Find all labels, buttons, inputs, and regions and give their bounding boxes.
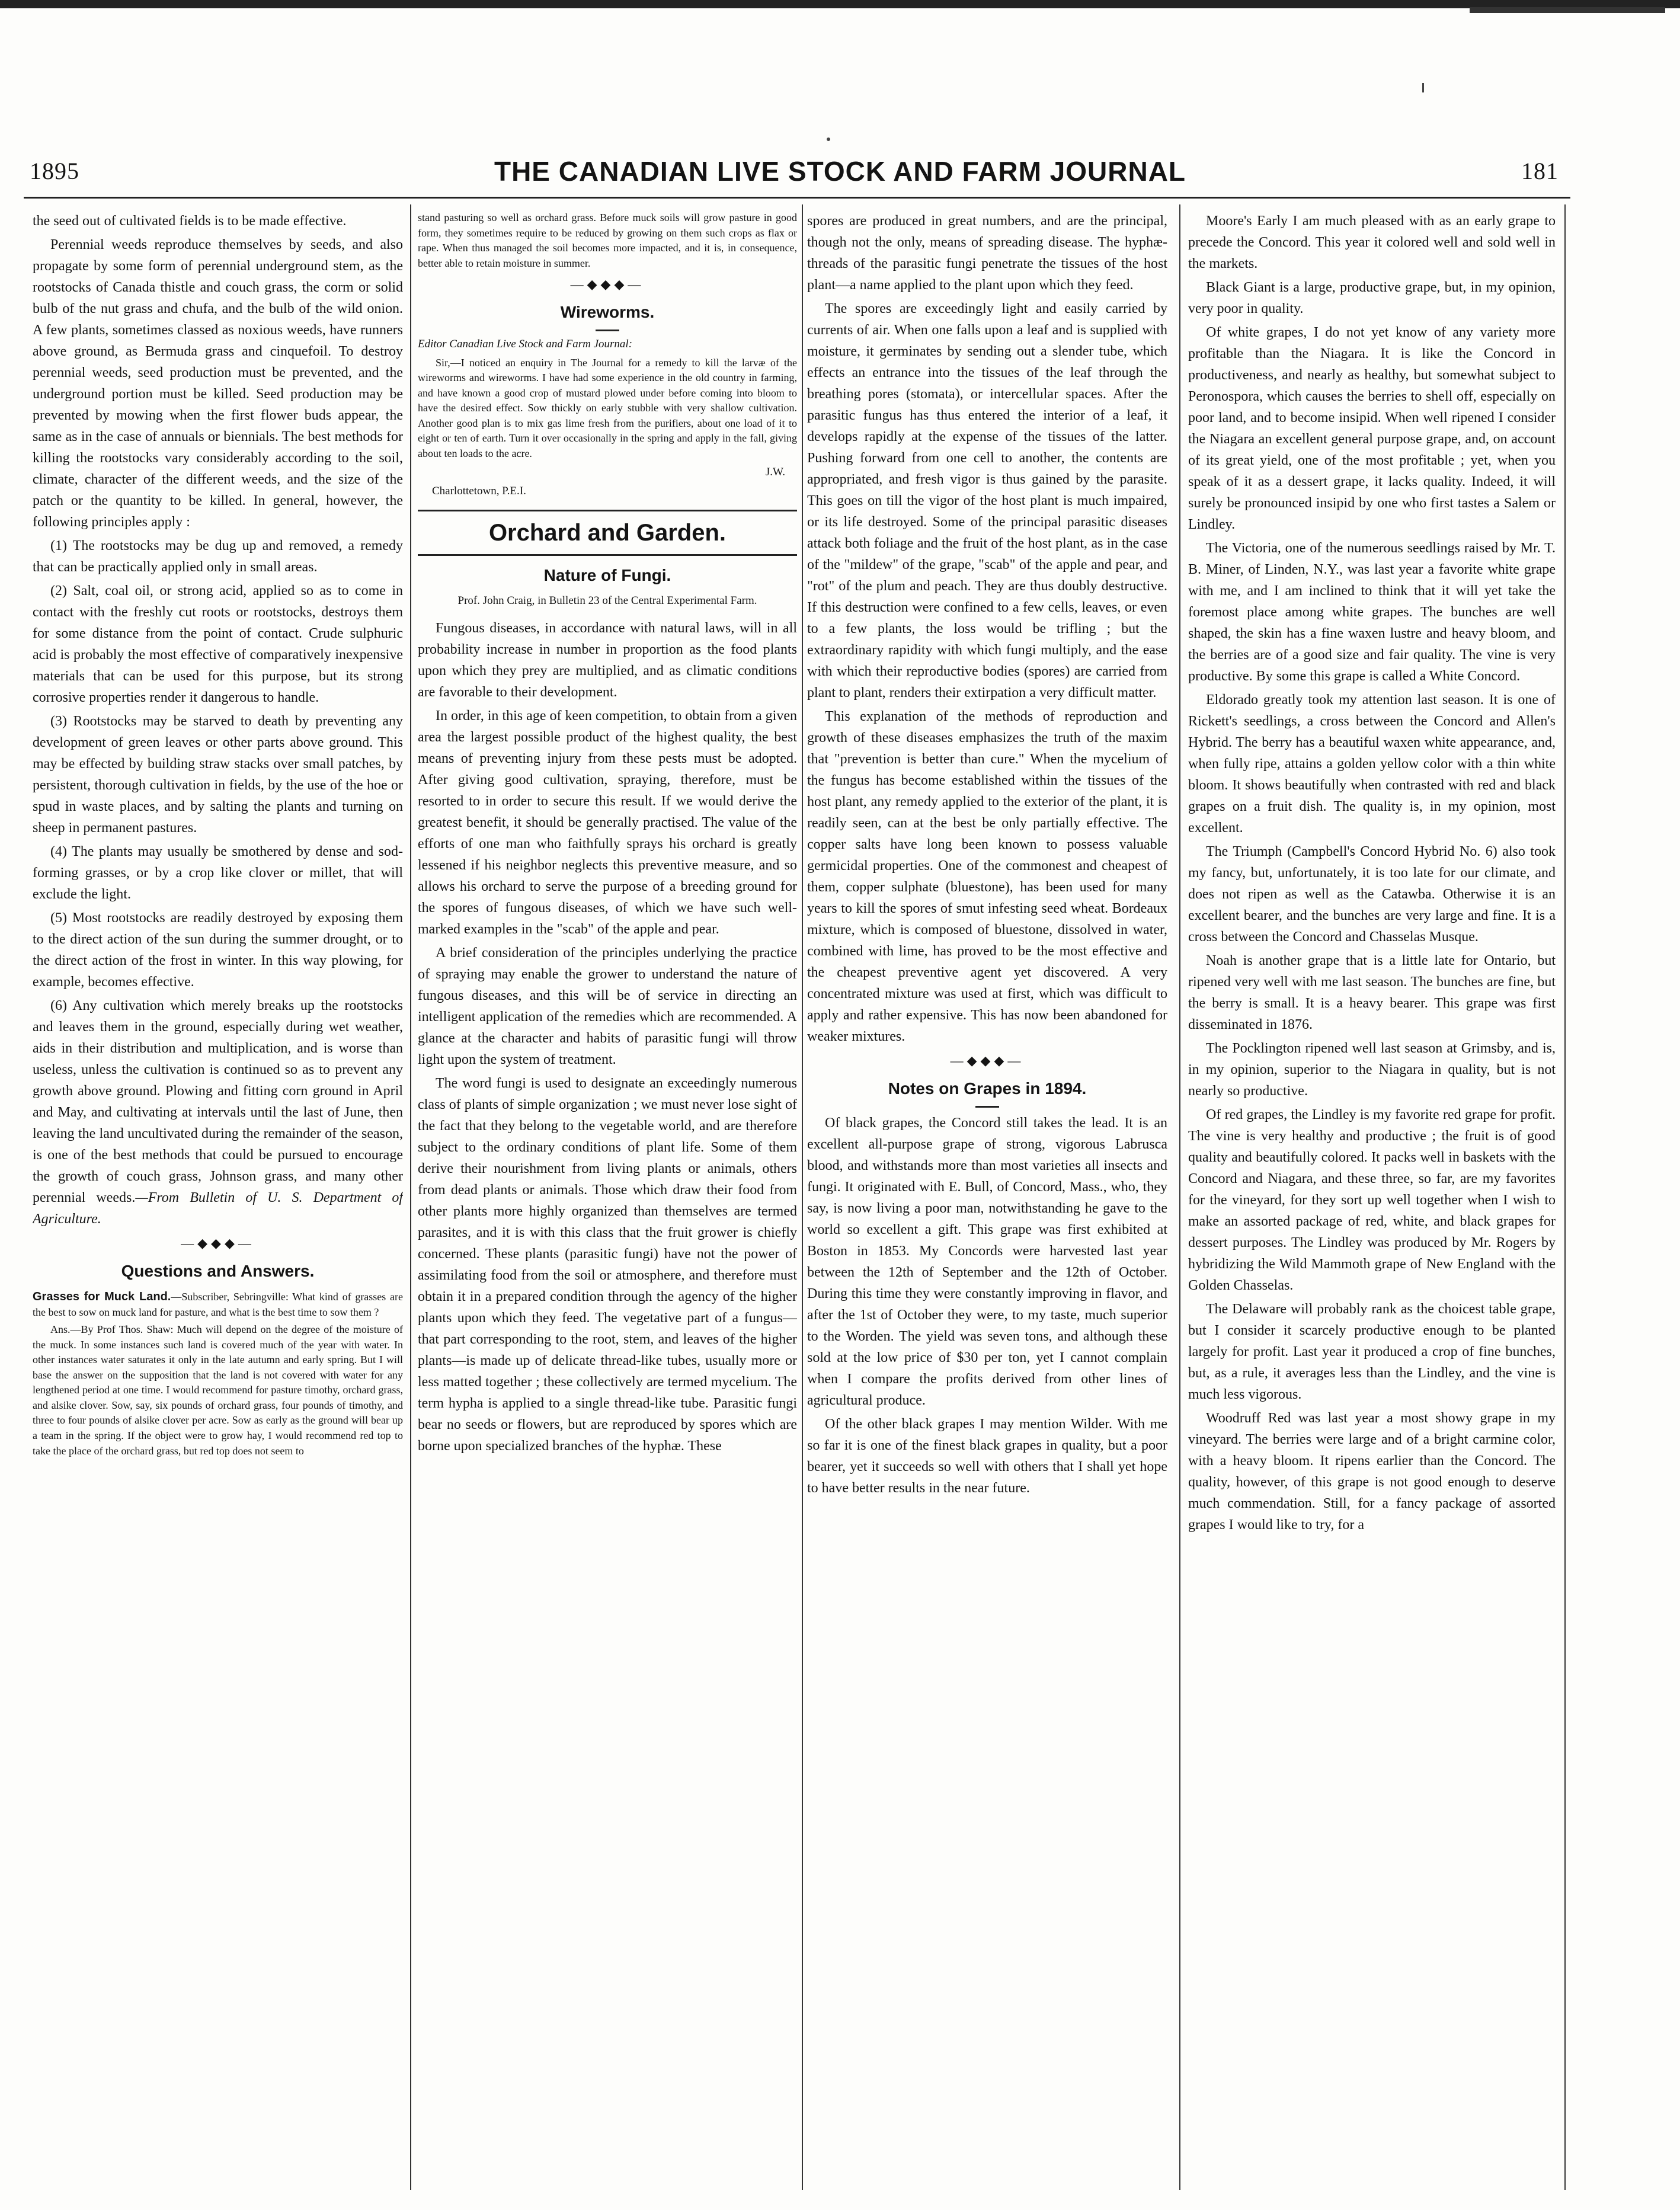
- question-title: Grasses for Muck Land.: [33, 1290, 171, 1303]
- paragraph: stand pasturing so well as orchard grass. Before muck soils will grow pasture in good form, they sometimes require to be reduced by growing on them such crops as flax or rape. When thus managed the soil becomes more impacted, and it is, in consequence, better able to retain moisture in summer.: [418, 212, 797, 269]
- letter-place: Charlottetown, P.E.I.: [432, 485, 526, 498]
- section-heading-wireworms: Wireworms.: [560, 303, 655, 322]
- paragraph: This explanation of the methods of reproduction and growth of these diseases emphasizes the truth of the maxim that "prevention is better than cure." When the mycelium of the fungus has become established within the tissues of the host plant, any remedy applied to the exterior of the plant, it is readily seen, can at the best be only partially effective. The copper salts have long been known to possess valuable germicidal properties. One of the commonest and cheapest of them, copper sulphate (bluestone), has been used for many years to kill the spores of smut infesting seed wheat. Bordeaux mixture, which is composed of bluestone, dissolved in water, combined with lime, has proved to be the most effective and the cheapest preventive agent yet discovered. A very concentrated mixture was used at first, which was difficult to apply and rather expensive. This has now been abandoned for weaker mixtures.: [807, 709, 1167, 1044]
- print-speck: [827, 137, 830, 141]
- byline: Prof. John Craig, in Bulletin 23 of the Central Experimental Farm.: [457, 594, 757, 607]
- paragraph: the seed out of cultivated fields is to be made effective.: [33, 213, 347, 229]
- paragraph: The Pocklington ripened well last season at Grimsby, and is, in my opinion, superior to the Niagara in quality, but is not nearly so productive.: [1188, 1041, 1556, 1099]
- top-border-noise: [1470, 7, 1665, 13]
- ornament-divider: —◆◆◆—: [570, 277, 645, 292]
- paragraph: The Victoria, one of the numerous seedlings raised by Mr. T. B. Miner, of Linden, N.Y., was last year a favorite white grape with me, and I am inclined to think that it will yet take the foremost place among white grapes. The bunches are well shaped, the skin has a fine waxen lustre and heavy bloom, and the berries are of a good size and fair quality. The vine is very productive. By some this grape is called a White Concord.: [1188, 540, 1556, 684]
- column-4: [1188, 210, 1556, 2190]
- paragraph: The spores are exceedingly light and easily carried by currents of air. When one falls upon a leaf and is supplied with moisture, it germinates by sending out a slender tube, which effects an entrance into the tissues of the leaf through the breathing pores (stomata), or intercellular spaces. After the parasitic fungus has thus entered the interior of a leaf, it develops rapidly at the expense of the tissues of the latter. Pushing forward from one cell to another, the contents are appropriated, and fresh vigor is thus gained by the parasite. This goes on till the vigor of the host plant is much impaired, or its life destroyed. Some of the principal parasitic diseases attack both foliage and the fruit of the host plant, as in the case of the "mildew" of the grape, "scab" of the apple and pear, and "rot" of the plum and peach. They are thus doubly destructive. If this destruction were confined to a few cells, leaves, or even to a few plants, the loss would be trifling ; but the extraordinary rapidity with which fungi multiply, and the ease with which their reproductive bodies (spores) are carried from plant to plant, renders their extirpation a very difficult matter.: [807, 301, 1167, 701]
- paragraph: Woodruff Red was last year a most showy grape in my vineyard. The berries were large and of a bright carmine color, with a heavy bloom. It ripens earlier than the Concord. The quality, however, of this grape is not good enough to deserve much commendation. Still, for a fancy package of assorted grapes I would like to try, for a: [1188, 1411, 1556, 1533]
- masthead-title: THE CANADIAN LIVE STOCK AND FARM JOURNAL: [494, 156, 1186, 187]
- paragraph: Of black grapes, the Concord still takes the lead. It is an excellent all-purpose grape of strong, vigorous Labrusca blood, and withstands more than most varieties all insects and fungi. It originated with E. Bull, of Concord, Mass., who, they say, is now living a poor man, notwithstanding he gave to the world so excellent a gift. This grape was first exhibited at Boston in 1853. My Concords were harvested last year between the 12th of September and the 12th of October. During this time they were constantly improving in flavor, and after the 1st of October they were, to my taste, much superior to the Worden. The yield was seven tons, and although these sold at the low price of $30 per ton, yet I cannot complain when I compare the profits derived from other lines of agricultural produce.: [807, 1115, 1167, 1408]
- paragraph: (5) Most rootstocks are readily destroyed by exposing them to the direct action of the sun during the summer drought, or to the direct action of the frost in winter. In this way plowing, for example, becomes effective.: [33, 910, 403, 990]
- column-3: [807, 210, 1167, 2190]
- paragraph: A brief consideration of the principles underlying the practice of spraying may enable the grower to understand the nature of fungous diseases, and this will be of service in directing an intelligent application of the remedies which are recommended. A glance at the character and habits of parasitic fungi will throw light upon the system of treatment.: [418, 945, 797, 1068]
- column-1: [33, 210, 403, 2190]
- paragraph: (1) The rootstocks may be dug up and removed, a remedy that can be practically applied only in small areas.: [33, 538, 403, 575]
- paragraph: (2) Salt, coal oil, or strong acid, applied so as to come in contact with the freshly cut roots or rootstocks, destroys them for some distance from the point of contact. Crude sulphuric acid is probably the most effective of comparatively inexpensive materials that can be used for this purpose, but its strong corrosive properties render it dangerous to handle.: [33, 583, 403, 705]
- page-number: 181: [1521, 158, 1559, 184]
- paragraph: Of red grapes, the Lindley is my favorite red grape for profit. The vine is very healthy and productive ; the fruit is of good quality and beautifully colored. It packs well in baskets with the Concord and Niagara, and these three, so far, are my favorites for the vineyard, for they sort up well together when I wish to make an assorted package of red, white, and black grapes for dessert purposes. The Lindley was produced by Mr. Rogers by hybridizing the Wild Mammoth grape of New England with the Golden Chasselas.: [1188, 1107, 1556, 1293]
- question-text: —Subscriber, Sebringville: What kind of grasses are the best to sow on muck land for pasture, and what is the best time to sow them ?: [33, 1291, 403, 1318]
- paragraph: [33, 995, 403, 1230]
- ornament-divider: —◆◆◆—: [950, 1053, 1025, 1068]
- article-heading-fungi: Nature of Fungi.: [543, 565, 671, 584]
- paragraph: Eldorado greatly took my attention last season. It is one of Rickett's seedlings, a cross between the Concord and Allen's Hybrid. The berry has a beautiful waxen white appearance, and, when fully ripe, attains a golden yellow color with a thin white bloom. It shows beautifully when contrasted with red and black grapes on a fruit dish. The quality is, in my opinion, most excellent.: [1188, 692, 1556, 836]
- paragraph-text: (6) Any cultivation which merely breaks up the rootstocks and leaves them in the ground, especially during wet weather, aids in their distribution and multiplication, and is worse than useless, unless the cultivation is continued so as to prevent any growth above ground. Plowing and fitting corn ground in April and May, and cultivating at intervals until the last of June, then leaving the land uncultivated during the remainder of the season, is one of the best methods that could be pursued to encourage the growth of couch grass, Johnson grass, and many other perennial weeds.: [33, 998, 403, 1205]
- paragraph: Of the other black grapes I may mention Wilder. With me so far it is one of the finest black grapes in quality, but a poor bearer, yet it succeeds so well with others that I shall yet hope to have better results in the near future.: [807, 1416, 1167, 1496]
- paragraph: (3) Rootstocks may be starved to death by preventing any development of green leaves or other parts above ground. This may be effected by building straw stacks over small patches, by persistent, thorough cultivation in fields, by the use of the hoe or spud in waste places, and by salting the plants and turning on sheep in permanent pastures.: [33, 714, 403, 836]
- letter-signature: J.W.: [765, 465, 785, 478]
- paragraph: The word fungi is used to designate an exceedingly numerous class of plants of simple organization ; we must never lose sight of the fact that they belong to the vegetable world, and are therefore subject to the ordinary conditions of plant life. Some of them derive their nourishment from living plants or animals, others from dead plants or animals. Those which draw their food from other plants more highly organized than themselves are termed parasites, and it is with this class that the fruit grower is chiefly concerned. These plants (parasitic fungi) have not the power of assimilating food from the soil or atmosphere, and therefore must obtain it in a prepared condition through the agency of the higher plants upon which they feed. The vegetative part of a fungus—that part corresponding to the root, stem, and leaves of the higher plants—is made up of delicate thread-like tubes, usually more or less matted together ; these collectively are termed mycelium. The term hypha is applied to a single thread-like tube. Parasitic fungi bear no seeds or flowers, but are reproduced by spores which are borne upon specialized branches of the hyphæ. These: [418, 1076, 797, 1454]
- paragraph: Of white grapes, I do not yet know of any variety more profitable than the Niagara. It is like the Concord in productiveness, and nearly as healthy, but somewhat subject to Peronospora, which causes the berries to shell off, especially on poor land, and to become insipid. When well ripened I consider the Niagara an excellent general purpose grape, and, on account of its great yield, one of the most profitable ; yet, when you speak of it as a dessert grape, it lacks quality. Indeed, it will surely be pronounced insipid by one who first tastes a Salem or Lindley.: [1188, 325, 1556, 532]
- paragraph: Moore's Early I am much pleased with as an early grape to precede the Concord. This year it colored well and sold well in the markets.: [1188, 213, 1556, 271]
- column-rule: [1564, 204, 1566, 2190]
- margin-mark: [1422, 83, 1424, 92]
- paragraph: spores are produced in great numbers, and are the principal, though not the only, means of spreading disease. The hyphæ-threads of the parasitic fungi penetrate the tissues of the host plant—a name applied to the plant upon which they feed.: [807, 213, 1167, 293]
- top-border: [0, 0, 1680, 8]
- masthead-rule: [24, 197, 1570, 199]
- section-heading-questions: Questions and Answers.: [121, 1262, 315, 1280]
- paragraph: (4) The plants may usually be smothered by dense and sod-forming grasses, or by a crop like clover or millet, that will exclude the light.: [33, 844, 403, 902]
- section-heading-orchard: Orchard and Garden.: [418, 510, 797, 556]
- ornament-divider: —◆◆◆—: [181, 1236, 255, 1250]
- heading-dash: [596, 330, 619, 331]
- paragraph: Black Giant is a large, productive grape, but, in my opinion, very poor in quality.: [1188, 280, 1556, 316]
- question: [33, 1288, 403, 1320]
- letter-body: Sir,—I noticed an enquiry in The Journal for a remedy to kill the larvæ of the wireworms and wireworms. I have had some experience in the old country in farming, and have known a good crop of mustard plowed under before coming into bloom to have the desired effect. Sow thickly on early stubble with very shallow cultivation. Another good plan is to mix gas lime fresh from the purifiers, about one load of it to eight or ten of earth. Turn it over occasionally in the spring and apply in the fall, giving about ten loads to the acre.: [418, 356, 797, 459]
- page-year: 1895: [30, 158, 79, 184]
- heading-dash: [975, 1106, 999, 1108]
- source-credit: —From Bulletin of U. S. Department of Agriculture.: [33, 1190, 403, 1227]
- paragraph: Noah is another grape that is a little late for Ontario, but ripened very well with me last season. The bunches are fine, but the berry is small. It is a heavy bearer. This grape was first disseminated in 1876.: [1188, 953, 1556, 1032]
- column-rule: [802, 204, 803, 2190]
- column-rule: [1179, 204, 1180, 2190]
- article-heading-grapes: Notes on Grapes in 1894.: [888, 1079, 1087, 1098]
- paragraph: The Triumph (Campbell's Concord Hybrid No. 6) also took my fancy, but, unfortunately, it is too late for our climate, and does not ripen as well as the Catawba. Otherwise it is an excellent bearer, and the bunches are very large and fine. It is a cross between the Concord and Chasselas Musque.: [1188, 844, 1556, 945]
- paragraph: Perennial weeds reproduce themselves by seeds, and also propagate by some form of perennial underground stem, as the rootstocks of Canada thistle and couch grass, the corm or solid bulb of the nut grass and chufa, and the bulb of the wild onion. A few plants, sometimes classed as noxious weeds, have runners above ground, as Bermuda grass and cinquefoil. To destroy perennial weeds, seed production must be prevented, and the underground portion must be killed. Seed production may be prevented by mowing when the first flower buds appear, the same as in the case of annuals or biennials. The best methods for killing the rootstocks vary considerably according to the soil, climate, character of the different weeds, and the size of the patch or the quantity to be killed. In general, however, the following principles apply :: [33, 237, 403, 530]
- answer: Ans.—By Prof Thos. Shaw: Much will depend on the degree of the moisture of the muck. In some instances such land is covered much of the year with water. In other instances water saturates it only in the late autumn and early spring. But I will base the answer on the supposition that the land is not covered with water for any lengthened period at one time. I would recommend for pasture timothy, orchard grass, and alsike clover. Sow, say, six pounds of orchard grass, four pounds of timothy, and three to four pounds of alsike clover per acre. Sow as early as the ground will bear up a team in the spring. If the object were to grow hay, I would recommend red top to take the place of the orchard grass, but red top does not seem to: [33, 1323, 403, 1457]
- paragraph: In order, in this age of keen competition, to obtain from a given area the largest possible product of the highest quality, the best means of preventing injury from these pests must be adopted. After giving good cultivation, spraying, therefore, must be resorted to in order to secure this result. If we would derive the greatest benefit, it should be generally practised. The value of the efforts of one man who faithfully sprays his orchard is greatly lessened if his neighbor neglects this preventive measure, and so allows his orchard to serve the purpose of a breeding ground for the spores of fungous diseases, of which we have such well-marked examples in the "scab" of the apple and pear.: [418, 708, 797, 938]
- paragraph: The Delaware will probably rank as the choicest table grape, but I consider it scarcely productive enough to be planted largely for profit. Last year it produced a crop of fine bunches, but, as a rule, it averages less than the Lindley, and the vine is much less vigorous.: [1188, 1301, 1556, 1402]
- column-2: [418, 210, 797, 2190]
- column-rule: [410, 204, 411, 2190]
- letter-address: Editor Canadian Live Stock and Farm Journal:: [418, 338, 633, 351]
- paragraph: Fungous diseases, in accordance with natural laws, will in all probability increase in number in proportion as the food plants upon which they prey are multiplied, and as climatic conditions are favorable to their development.: [418, 621, 797, 701]
